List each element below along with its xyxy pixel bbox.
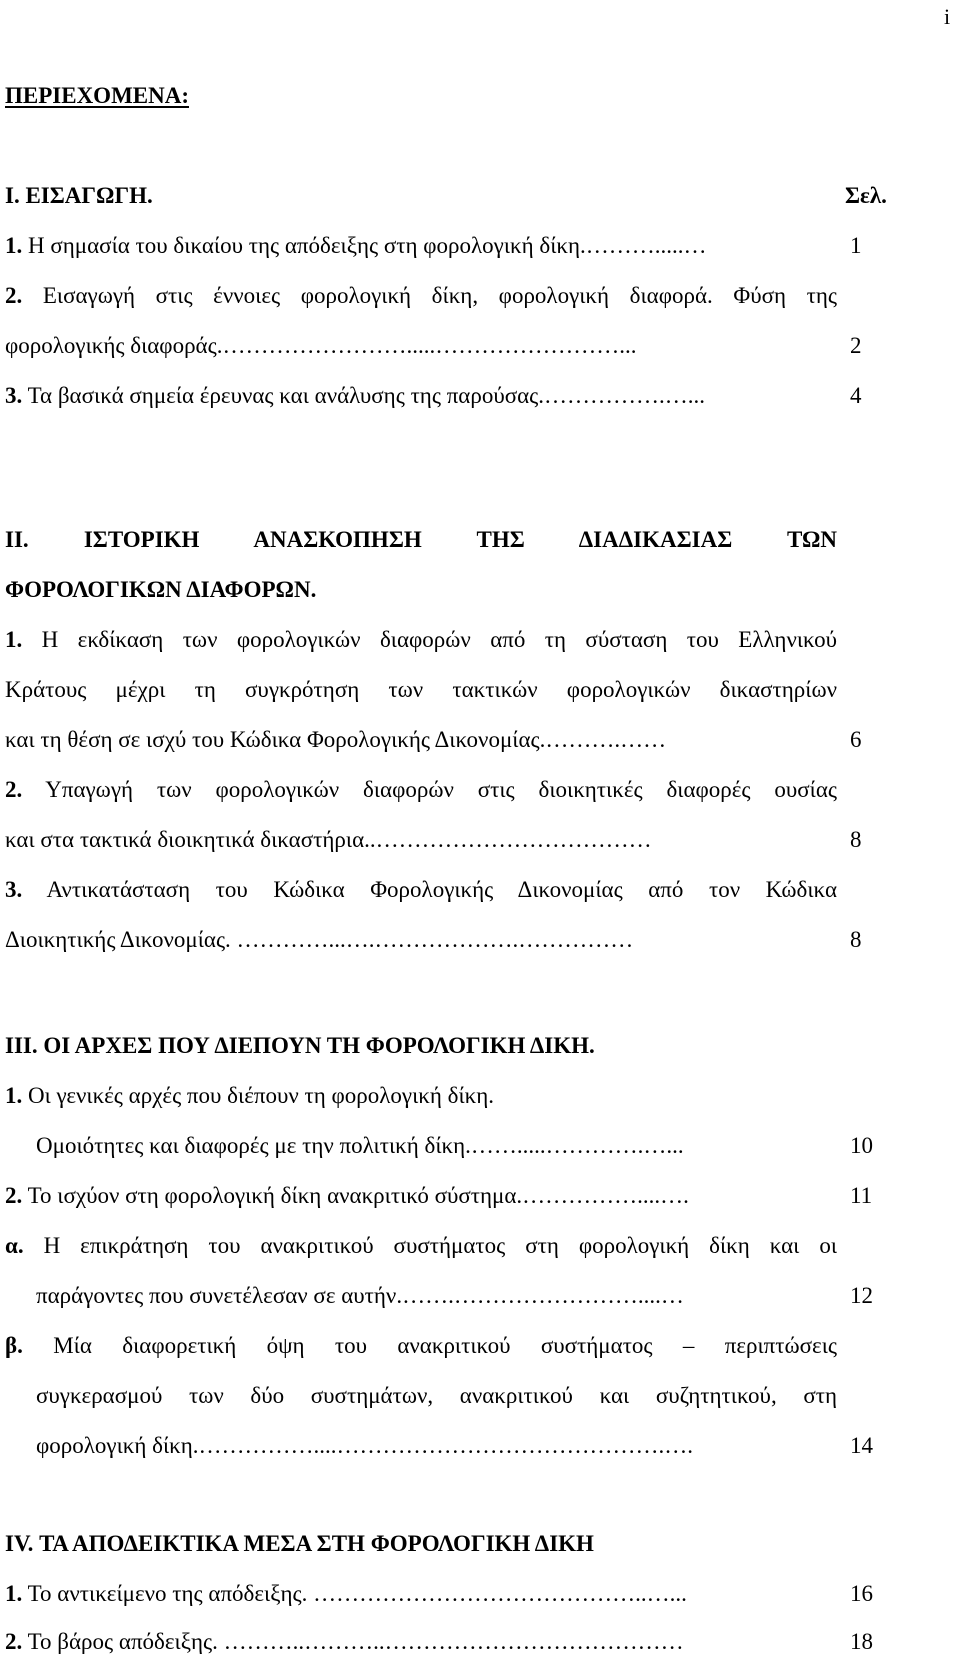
entry-number: α.: [5, 1233, 24, 1258]
entry-title-cont: Κράτους μέχρι τη συγκρότηση των τακτικών φορολογικών δικαστηρίων: [5, 677, 837, 702]
entry-number: 1.: [5, 627, 23, 652]
toc-entry-1-2[interactable]: [5, 284, 837, 307]
entry-number: 1.: [5, 233, 23, 258]
entry-page: 18: [850, 1629, 873, 1654]
entry-title: Τα βασικά σημεία έρευνας και ανάλυσης της παρούσας.…………….…...: [27, 383, 706, 408]
toc-entry-4-2[interactable]: [5, 1630, 684, 1653]
entry-page: 16: [850, 1581, 873, 1606]
toc-entry-1-3[interactable]: [5, 384, 705, 407]
entry-page: 11: [850, 1183, 873, 1208]
toc-entry-1-1[interactable]: [5, 234, 707, 257]
entry-title-cont: φορολογικής διαφοράς.…………………….....……………………...: [5, 333, 637, 358]
entry-number: β.: [5, 1333, 23, 1358]
entry-title: Η σημασία του δικαίου της απόδειξης στη φορολογική δίκη.……….....…: [28, 233, 707, 258]
toc-entry-3-2[interactable]: [5, 1184, 689, 1207]
entry-page: 4: [850, 383, 862, 408]
entry-title: Εισαγωγή στις έννοιες φορολογική δίκη, φορολογική διαφορά. Φύση της: [42, 283, 837, 308]
toc-entry-2-3[interactable]: [5, 878, 837, 901]
entry-title: Αντικατάσταση του Κώδικα Φορολογικής Δικονομίας από τον Κώδικα: [46, 877, 837, 902]
page-column-header: Σελ.: [845, 183, 887, 208]
entry-title: Το αντικείμενο της απόδειξης. ……………………………………..…...: [27, 1581, 687, 1606]
entry-title-cont: και τη θέση σε ισχύ του Κώδικα Φορολογικής Δικονομίας.……….……: [5, 727, 667, 752]
entry-number: 3.: [5, 877, 23, 902]
entry-page: 8: [850, 927, 862, 952]
entry-page: 14: [850, 1433, 873, 1458]
entry-page: 12: [850, 1283, 873, 1308]
toc-entry-4-1[interactable]: [5, 1582, 687, 1605]
toc-title: ΠΕΡΙΕΧΟΜΕΝΑ:: [5, 83, 189, 108]
entry-title-cont: Ομοιότητες και διαφορές με την πολιτική δίκη.…….....………….…...: [36, 1133, 684, 1158]
entry-number: 2.: [5, 1183, 23, 1208]
toc-entry-2-1[interactable]: [5, 628, 837, 651]
section-heading-2: ΙΙ. ΙΣΤΟΡΙΚΗ ΑΝΑΣΚΟΠΗΣΗ ΤΗΣ ΔΙΑΔΙΚΑΣΙΑΣ ΤΩΝ: [5, 527, 837, 552]
entry-page: 8: [850, 827, 862, 852]
entry-page: 6: [850, 727, 862, 752]
section-heading-3: ΙΙΙ. ΟΙ ΑΡΧΕΣ ΠΟΥ ΔΙΕΠΟΥΝ ΤΗ ΦΟΡΟΛΟΓΙΚΗ ΔΙΚΗ.: [5, 1033, 595, 1058]
entry-title: Οι γενικές αρχές που διέπουν τη φορολογική δίκη.: [28, 1083, 495, 1108]
page-number: i: [944, 4, 951, 29]
entry-title: Το βάρος απόδειξης. ………..………..…………………………………: [27, 1629, 684, 1654]
entry-title-cont: συγκερασμού των δύο συστημάτων, ανακριτικού και συζητητικού, στη: [36, 1383, 837, 1408]
entry-title: Η επικράτηση του ανακριτικού συστήματος στη φορολογική δίκη και οι: [43, 1233, 838, 1258]
entry-page: 2: [850, 333, 862, 358]
toc-entry-3-4[interactable]: [5, 1334, 837, 1357]
entry-number: 1.: [5, 1083, 23, 1108]
section-heading-4: IV. ΤΑ ΑΠΟΔΕΙΚΤΙΚΑ ΜΕΣΑ ΣΤΗ ΦΟΡΟΛΟΓΙΚΗ ΔΙΚΗ: [5, 1531, 594, 1556]
entry-number: 2.: [5, 283, 23, 308]
entry-title: Η εκδίκαση των φορολογικών διαφορών από τη σύσταση του Ελληνικού: [41, 627, 838, 652]
entry-title-cont: και στα τακτικά διοικητικά δικαστήρια..………………………………: [5, 827, 652, 852]
entry-number: 3.: [5, 383, 23, 408]
entry-title-cont: Διοικητικής Δικονομίας. …………...….……………….……………: [5, 927, 634, 952]
entry-title: Μία διαφορετική όψη του ανακριτικού συστήματος – περιπτώσεις: [53, 1333, 838, 1358]
toc-entry-2-2[interactable]: [5, 778, 837, 801]
entry-number: 1.: [5, 1581, 23, 1606]
section-heading-2-cont: ΦΟΡΟΛΟΓΙΚΩΝ ΔΙΑΦΟΡΩΝ.: [5, 577, 317, 602]
entry-title: Το ισχύον στη φορολογική δίκη ανακριτικό σύστημα.……………....….: [27, 1183, 689, 1208]
entry-number: 2.: [5, 777, 23, 802]
entry-title-cont: παράγοντες που συνετέλεσαν σε αυτήν.…….……………………....…: [36, 1283, 684, 1308]
entry-page: 1: [850, 233, 862, 258]
entry-number: 2.: [5, 1629, 23, 1654]
entry-page: 10: [850, 1133, 873, 1158]
toc-entry-3-1[interactable]: [5, 1084, 494, 1107]
entry-title: Υπαγωγή των φορολογικών διαφορών στις διοικητικές διαφορές ουσίας: [45, 777, 838, 802]
section-heading-1: Ι. ΕΙΣΑΓΩΓΗ.: [5, 183, 153, 208]
toc-entry-3-3[interactable]: [5, 1234, 837, 1257]
entry-title-cont: φορολογική δίκη.……………....…………………………………….….: [36, 1433, 694, 1458]
